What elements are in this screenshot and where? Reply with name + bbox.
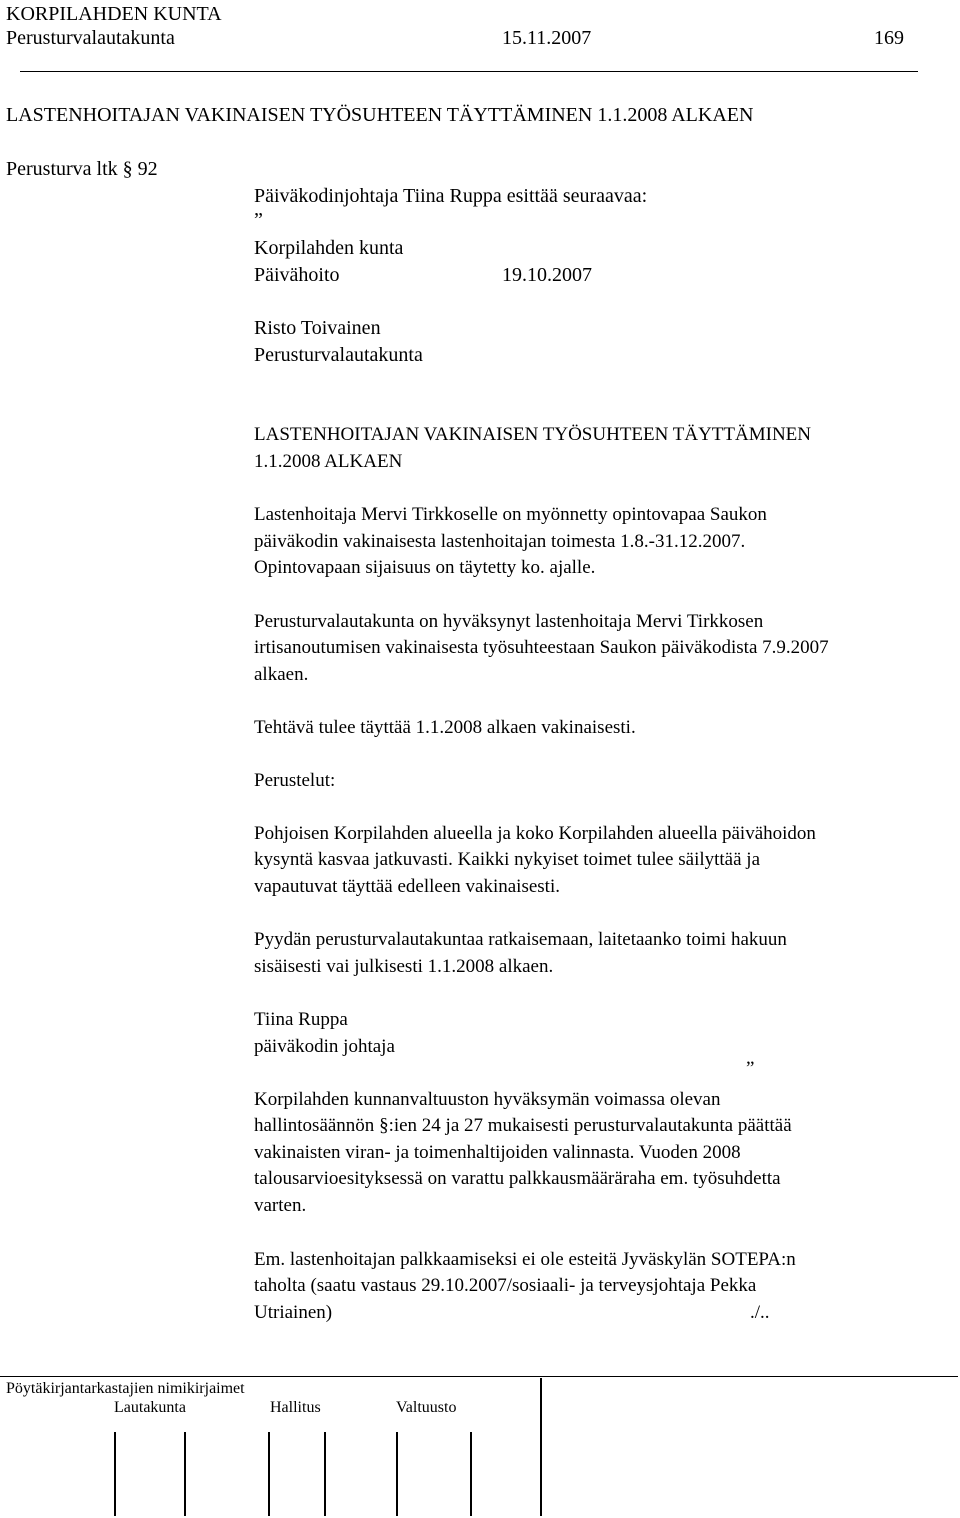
closing-line-1: Em. lastenhoitajan palkkaamiseksi ei ole esteitä Jyväskylän SOTEPA:n (254, 1249, 796, 1270)
signature-line-6 (470, 1432, 472, 1516)
paragraph-3: Tehtävä tulee täyttää 1.1.2008 alkaen vakinaisesti. (254, 717, 636, 738)
footer-col-lautakunta: Lautakunta (114, 1399, 186, 1416)
statement-line-2 (254, 1113, 792, 1140)
statement-line-3: vakinaisten viran- ja toimenhaltijoiden valinnasta. Vuoden 2008 (254, 1142, 741, 1163)
paragraph-1-line-3: Opintovapaan sijaisuus on täytetty ko. ajalle. (254, 557, 596, 578)
subject-line-1: LASTENHOITAJAN VAKINAISEN TYÖSUHTEEN TÄYTTÄMINEN (254, 424, 812, 445)
footer-label: Pöytäkirjantarkastajien nimikirjaimet (6, 1380, 245, 1397)
sender-dept: Päivähoito (254, 264, 340, 286)
document-title: LASTENHOITAJAN VAKINAISEN TYÖSUHTEEN TÄYTTÄMINEN 1.1.2008 ALKAEN (6, 104, 754, 126)
recipient-name: Risto Toivainen (254, 317, 381, 339)
header-divider (20, 71, 918, 72)
signature-line-5 (396, 1432, 398, 1516)
statement-line-5: varten. (254, 1195, 307, 1216)
paragraph-1-line-2: päiväkodin vakinaisesta lastenhoitajan toimesta 1.8.-31.12.2007. (254, 531, 746, 552)
recipient-org: Perusturvalautakunta (254, 344, 423, 366)
paragraph-4-line-3: vapautuvat täyttää edelleen vakinaisesti. (254, 876, 560, 897)
letter-date: 19.10.2007 (502, 264, 592, 286)
statement-line-1: Korpilahden kunnanvaltuuston hyväksymän voimassa olevan (254, 1089, 721, 1110)
footer-right-divider (540, 1378, 542, 1516)
subject-line-2: 1.1.2008 ALKAEN (254, 451, 403, 472)
organization-name: KORPILAHDEN KUNTA (6, 3, 222, 25)
intro-line: Päiväkodinjohtaja Tiina Ruppa esittää seuraavaa: (254, 185, 648, 207)
footer-divider (0, 1376, 958, 1377)
paragraph-5-line-1: Pyydän perusturvalautakuntaa ratkaisemaan, laitetaanko toimi hakuun (254, 929, 787, 950)
signature-line-3 (268, 1432, 270, 1516)
section-symbol: § (379, 1115, 389, 1136)
closing-line-3: Utriainen) (254, 1302, 333, 1323)
paragraph-2-line-2: irtisanoutumisen vakinaisesta työsuhteestaan Saukon päiväkodista 7.9.2007 (254, 637, 829, 658)
signature-line-1 (114, 1432, 116, 1516)
sender-org: Korpilahden kunta (254, 237, 404, 259)
paragraph-2-line-3: alkaen. (254, 664, 309, 685)
footer-col-hallitus: Hallitus (270, 1399, 321, 1416)
meeting-date: 15.11.2007 (502, 27, 592, 49)
signature-line-2 (184, 1432, 186, 1516)
paragraph-1-line-1: Lastenhoitaja Mervi Tirkkoselle on myönnetty opintovapaa Saukon (254, 504, 767, 525)
board-name: Perusturvalautakunta (6, 27, 175, 49)
signature-line-4 (324, 1432, 326, 1516)
opening-quote: ” (254, 209, 263, 231)
paragraph-5-line-2: sisäisesti vai julkisesti 1.1.2008 alkaen. (254, 956, 554, 977)
section-reference: Perusturva ltk § 92 (6, 158, 158, 180)
reasons-heading: Perustelut: (254, 770, 336, 791)
paragraph-2-line-1: Perusturvalautakunta on hyväksynyt lastenhoitaja Mervi Tirkkosen (254, 611, 764, 632)
closing-quote: ” (746, 1058, 755, 1079)
statement-line-2-start: hallintosäännön (254, 1115, 380, 1136)
footer-col-valtuusto: Valtuusto (396, 1399, 457, 1416)
paragraph-4-line-1: Pohjoisen Korpilahden alueella ja koko Korpilahden alueella päivähoidon (254, 823, 816, 844)
paragraph-4-line-2: kysyntä kasvaa jatkuvasti. Kaikki nykyiset toimet tulee säilyttää ja (254, 849, 761, 870)
signer-title: päiväkodin johtaja (254, 1036, 395, 1057)
closing-line-2: taholta (saatu vastaus 29.10.2007/sosiaali- ja terveysjohtaja Pekka (254, 1275, 757, 1296)
statement-line-2-end: :ien 24 ja 27 mukaisesti perusturvalautakunta päättää (388, 1115, 792, 1136)
signer-name: Tiina Ruppa (254, 1009, 348, 1030)
statement-line-4: talousarvioesityksessä on varattu palkkausmääräraha em. työsuhdetta (254, 1168, 781, 1189)
continuation-mark: ./.. (750, 1302, 770, 1323)
page-number: 169 (874, 27, 904, 49)
